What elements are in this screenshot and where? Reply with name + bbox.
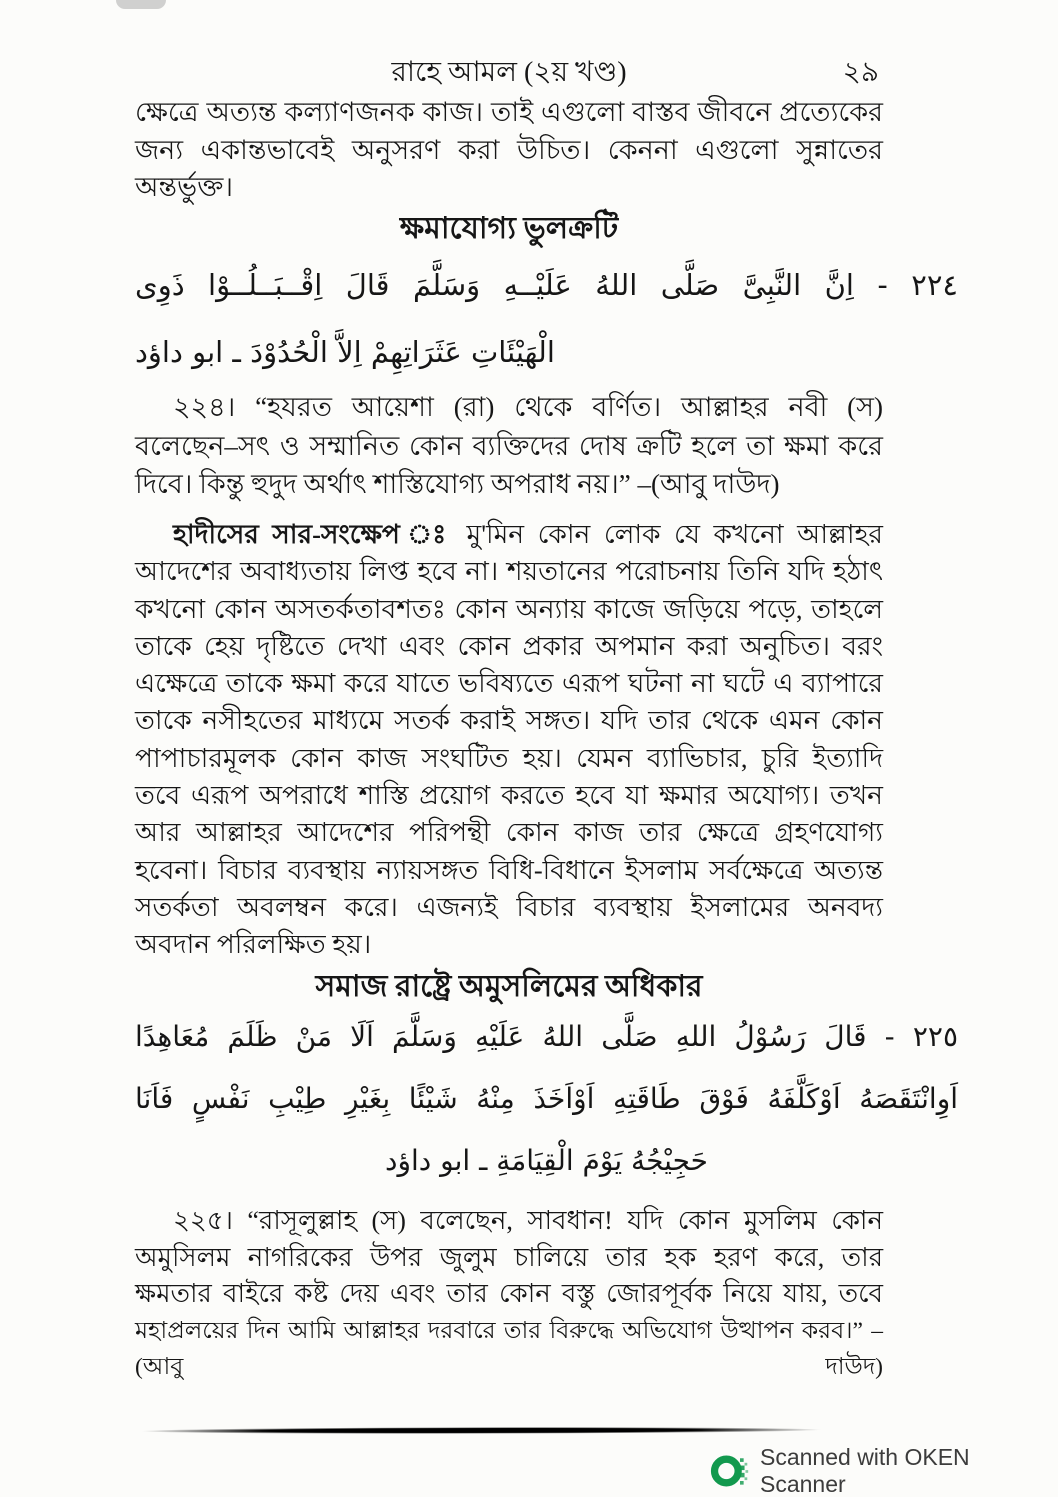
hadith-224-translation bbox=[135, 388, 883, 504]
translation-line: দিবে। কিন্তু হুদুদ অর্থাৎ শাস্তিযোগ্য অপরাধ নয়।” –(আবু দাউদ) bbox=[135, 469, 780, 499]
arabic-line: ٢٢٥ - قَالَ رَسُوْلُ اللهِ صَلَّى اللهُ عَلَيْهِ وَسَلَّمَ اَلَا مَنْ ظَلَمَ مُعَاهِدًا bbox=[135, 1020, 958, 1053]
page-number: ২৯ bbox=[842, 57, 879, 88]
arabic-line: اَوِانْتَقَصَهُ اَوْكَلَّفَهُ فَوْقَ طَاقَتِهِ اَوْاَخَذَ مِنْهُ شَيْئًا بِغَيْرِ طِيْبِ نَفْسٍ فَاَنَا bbox=[135, 1082, 958, 1115]
summary-line: সতর্কতা অবলম্বন করে। এজন্যই বিচার ব্যবস্থায় ইসলামের অনবদ্য bbox=[135, 891, 883, 922]
page-header bbox=[135, 50, 883, 97]
hadith-224-arabic bbox=[135, 252, 958, 386]
summary-line: তাকে হেয় দৃষ্টিতে দেখা এবং কোন প্রকার অপমান করা অনুচিত। বরং bbox=[135, 630, 883, 661]
summary-line: হবেনা। বিচার ব্যবস্থায় ন্যায়সঙ্গত বিধি-বিধানে ইসলাম সর্বক্ষেত্রে অত্যন্ত bbox=[135, 854, 883, 885]
summary-line: অবদান পরিলক্ষিত হয়। bbox=[135, 929, 372, 960]
translation-line: ২২৫। “রাসূলুল্লাহ (স) বলেছেন, সাবধান! যদি কোন মুসলিম কোন bbox=[173, 1206, 883, 1235]
arabic-line: حَجِيْجُهُ يَوْمَ الْقِيَامَةِ ـ ابو داؤد bbox=[385, 1144, 708, 1177]
scanner-watermark bbox=[710, 1444, 1058, 1497]
hadith-225-translation bbox=[135, 1203, 883, 1386]
summary-first-line bbox=[135, 516, 883, 553]
summary-line: তবে এরূপ অপরাধে শাস্তি প্রয়োগ করতে হবে যা ক্ষমার অযোগ্য। তখন bbox=[135, 780, 883, 811]
translation-line: মহাপ্রলয়ের দিন আমি আল্লাহর দরবারে তার বিরুদ্ধে অভিযোগ উত্থাপন করব।” –(আবু দাউদ) bbox=[135, 1317, 883, 1380]
summary-line: কখনো কোন অসতর্কতাবশতঃ কোন অন্যায় কাজে জড়িয়ে পড়ে, তাহলে bbox=[135, 593, 883, 624]
hadith-summary-paragraph bbox=[135, 516, 883, 964]
page-title: রাহে আমল (২য় খণ্ড) bbox=[391, 57, 627, 88]
summary-line: মু'মিন কোন লোক যে কখনো আল্লাহর bbox=[466, 519, 884, 549]
section-heading-non-muslim-rights: সমাজ রাষ্ট্রে অমুসলিমের অধিকার bbox=[315, 970, 703, 1003]
summary-line: এক্ষেত্রে তাকে ক্ষমা করে যাতে ভবিষ্যতে এরূপ ঘটনা না ঘটে এ ব্যাপারে bbox=[135, 668, 883, 699]
arabic-line: ٢٢٤ - اِنَّ النَّبِىَّ صَلَّى اللهُ عَلَيْــهِ وَسَلَّمَ قَالَ اِقْــبَــلُــوْا ذَوِى bbox=[135, 268, 958, 302]
summary-label: হাদীসের সার-সংক্ষেপ ঃ bbox=[173, 519, 454, 549]
section-heading-forgivable-mistakes: ক্ষমাযোগ্য ভুলক্রটি bbox=[399, 212, 619, 245]
summary-line: আদেশের অবাধ্যতায় লিপ্ত হবে না। শয়তানের পরোচনায় তিনি যদি হঠাৎ bbox=[135, 556, 883, 587]
oken-logo-icon bbox=[710, 1451, 750, 1491]
hadith-225-arabic bbox=[135, 1006, 958, 1192]
intro-line: ক্ষেত্রে অত্যন্ত কল্যাণজনক কাজ। তাই এগুলো বাস্তব জীবনে প্রত্যেকের bbox=[135, 97, 883, 127]
translation-line: ক্ষমতার বাইরে কষ্ট দেয় এবং তার কোন বস্তু জোরপূর্বক নিয়ে যায়, তবে bbox=[135, 1279, 883, 1308]
scanner-text: Scanned with OKEN Scanner bbox=[760, 1444, 970, 1497]
intro-line: জন্য একান্তভাবেই অনুসরণ করা উচিত। কেননা এগুলো সুন্নাতের bbox=[135, 134, 883, 165]
summary-line: পাপাচারমূলক কোন কাজ সংঘটিত হয়। যেমন ব্যাভিচার, চুরি ইত্যাদি bbox=[135, 742, 883, 773]
intro-line: অন্তর্ভুক্ত। bbox=[135, 172, 233, 202]
summary-line: আর আল্লাহর আদেশের পরিপন্থী কোন কাজ তার ক্ষেত্রে গ্রহণযোগ্য bbox=[135, 817, 883, 848]
scan-smudge-artifact bbox=[116, 0, 166, 9]
translation-line: ২২৪। “হযরত আয়েশা (রা) থেকে বর্ণিত। আল্লাহর নবী (স) bbox=[173, 392, 883, 422]
summary-line: তাকে নসীহতের মাধ্যমে সতর্ক করাই সঙ্গত। যদি তার থেকে এমন কোন bbox=[135, 705, 883, 736]
intro-paragraph bbox=[135, 94, 883, 207]
translation-line: অমুসিলম নাগরিকের উপর জুলুম চালিয়ে তার হক হরণ করে, তার bbox=[135, 1242, 883, 1272]
arabic-line: الْهَيْئَاتِ عَثَرَاتِهِمْ اِلاَّ الْحُدُوْدَ ـ ابو داؤد bbox=[135, 335, 555, 369]
translation-line: বলেছেন–সৎ ও সম্মানিত কোন ব্যক্তিদের দোষ ক্রটি হলে তা ক্ষমা করে bbox=[135, 430, 883, 461]
scan-streak-artifact bbox=[56, 1425, 874, 1436]
